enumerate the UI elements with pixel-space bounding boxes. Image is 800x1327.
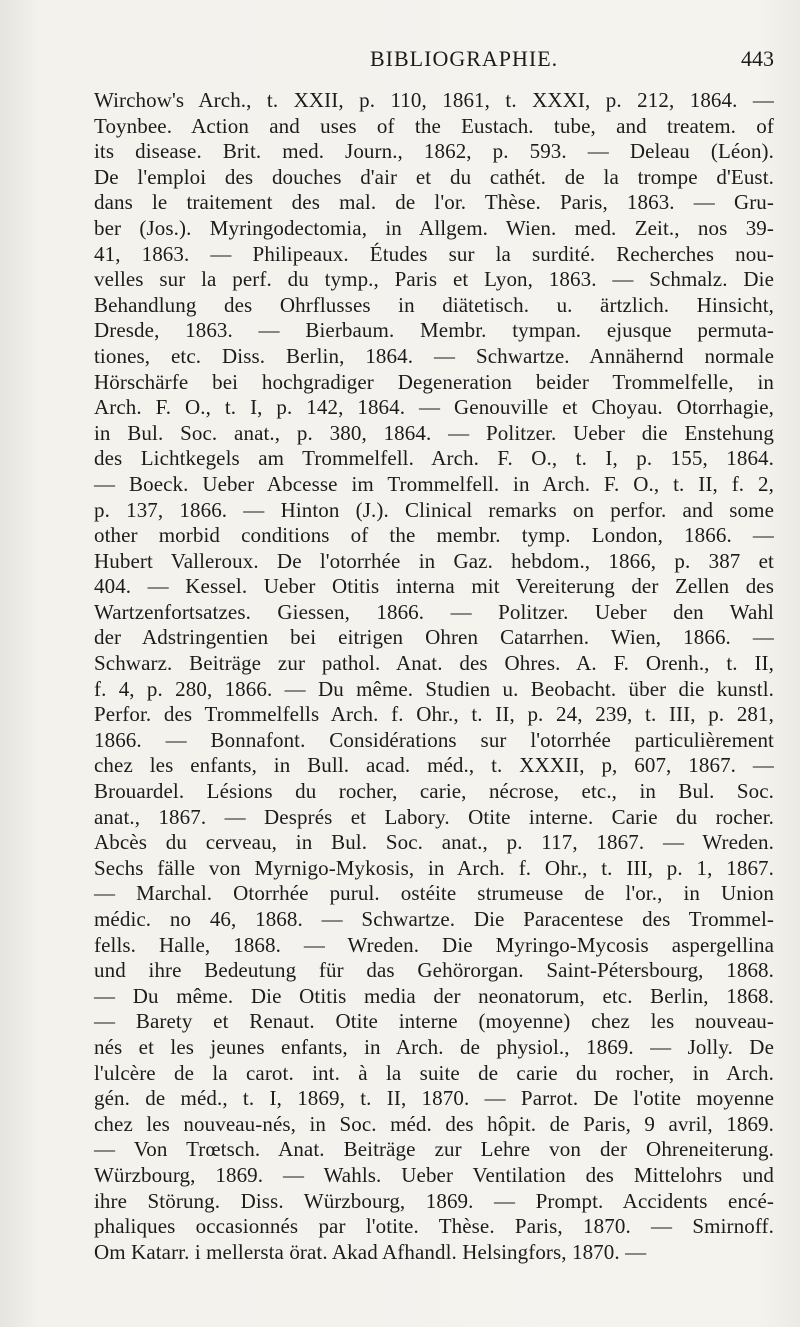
text-line: Behandlung des Ohrflusses in diätetisch. u. ärtzlich. Hinsicht, — [94, 292, 774, 317]
text-line: phaliques occasionnés par l'otite. Thèse. Paris, 1870. — Smirnoff. — [94, 1214, 774, 1239]
text-line: Perfor. des Trommelfells Arch. f. Ohr., t. II, p. 24, 239, t. III, p. 281, — [94, 702, 774, 727]
text-line: ihre Störung. Diss. Würzbourg, 1869. — Prompt. Accidents encé- — [94, 1188, 774, 1213]
bibliography-text — [94, 88, 774, 1265]
page-header — [94, 46, 774, 76]
text-line: Arch. F. O., t. I, p. 142, 1864. — Genouville et Choyau. Otorrhagie, — [94, 395, 774, 420]
page-number: 443 — [741, 46, 774, 71]
text-line: its disease. Brit. med. Journ., 1862, p. 593. — Deleau (Léon). — [94, 139, 774, 164]
text-line: chez les nouveau-nés, in Soc. méd. des hôpit. de Paris, 9 avril, 1869. — [94, 1111, 774, 1136]
text-line: 41, 1863. — Philipeaux. Études sur la surdité. Recherches nou- — [94, 241, 774, 266]
text-line: — Boeck. Ueber Abcesse im Trommelfell. in Arch. F. O., t. II, f. 2, — [94, 471, 774, 496]
running-title: BIBLIOGRAPHIE. — [370, 46, 559, 71]
text-line: Brouardel. Lésions du rocher, carie, nécrose, etc., in Bul. Soc. — [94, 779, 774, 804]
text-line: dans le traitement des mal. de l'or. Thèse. Paris, 1863. — Gru- — [94, 190, 774, 215]
text-line: — Marchal. Otorrhée purul. ostéite strumeuse de l'or., in Union — [94, 881, 774, 906]
text-line: Sechs fälle von Myrnigo-Mykosis, in Arch. f. Ohr., t. III, p. 1, 1867. — [94, 855, 774, 880]
text-line: velles sur la perf. du tymp., Paris et Lyon, 1863. — Schmalz. Die — [94, 267, 774, 292]
text-line: Schwarz. Beiträge zur pathol. Anat. des Ohres. A. F. Orenh., t. II, — [94, 651, 774, 676]
text-line: in Bul. Soc. anat., p. 380, 1864. — Politzer. Ueber die Enstehung — [94, 420, 774, 445]
text-line: l'ulcère de la carot. int. à la suite de carie du rocher, in Arch. — [94, 1060, 774, 1085]
text-line: Toynbee. Action and uses of the Eustach. tube, and treatem. of — [94, 113, 774, 138]
text-line: chez les enfants, in Bull. acad. méd., t. XXXII, p, 607, 1867. — — [94, 753, 774, 778]
text-line: Würzbourg, 1869. — Wahls. Ueber Ventilation des Mittelohrs und — [94, 1162, 774, 1187]
text-line: tiones, etc. Diss. Berlin, 1864. — Schwartze. Annähernd normale — [94, 343, 774, 368]
text-line: médic. no 46, 1868. — Schwartze. Die Paracentese des Trommel- — [94, 907, 774, 931]
text-line: 1866. — Bonnafont. Considérations sur l'otorrhée particulièrement — [94, 727, 774, 752]
text-line: Hubert Valleroux. De l'otorrhée in Gaz. hebdom., 1866, p. 387 et — [94, 548, 774, 573]
text-line: Hörschärfe bei hochgradiger Degeneration beider Trommelfelle, in — [94, 369, 774, 394]
text-line: fells. Halle, 1868. — Wreden. Die Myringo-Mycosis aspergellina — [94, 932, 774, 957]
text-line: Dresde, 1863. — Bierbaum. Membr. tympan. ejusque permuta- — [94, 318, 774, 343]
text-line: — Von Trœtsch. Anat. Beiträge zur Lehre von der Ohreneiterung. — [94, 1137, 774, 1162]
text-line: ber (Jos.). Myringodectomia, in Allgem. Wien. med. Zeit., nos 39- — [94, 215, 774, 240]
text-line: nés et les jeunes enfants, in Arch. de physiol., 1869. — Jolly. De — [94, 1034, 774, 1059]
text-line: des Lichtkegels am Trommelfell. Arch. F. O., t. I, p. 155, 1864. — [94, 446, 774, 471]
text-line: Om Katarr. i mellersta örat. Akad Afhandl. Helsingfors, 1870. — — [94, 1239, 647, 1264]
text-line: f. 4, p. 280, 1866. — Du même. Studien u. Beobacht. über die kunstl. — [94, 676, 774, 701]
text-line: 404. — Kessel. Ueber Otitis interna mit Vereiterung der Zellen des — [94, 574, 774, 599]
text-line: — Du même. Die Otitis media der neonatorum, etc. Berlin, 1868. — [94, 983, 774, 1008]
text-line: gén. de méd., t. I, 1869, t. II, 1870. — Parrot. De l'otite moyenne — [94, 1086, 774, 1111]
text-line: p. 137, 1866. — Hinton (J.). Clinical remarks on perfor. and some — [94, 497, 774, 522]
text-line: De l'emploi des douches d'air et du cathét. de la trompe d'Eust. — [94, 164, 774, 189]
text-line: anat., 1867. — Després et Labory. Otite interne. Carie du rocher. — [94, 804, 774, 829]
text-line: Abcès du cerveau, in Bul. Soc. anat., p. 117, 1867. — Wreden. — [94, 830, 774, 855]
text-line: Wirchow's Arch., t. XXII, p. 110, 1861, t. XXXI, p. 212, 1864. — — [94, 88, 774, 112]
text-line: und ihre Bedeutung für das Gehörorgan. Saint-Pétersbourg, 1868. — [94, 958, 774, 983]
text-line: der Adstringentien bei eitrigen Ohren Catarrhen. Wien, 1866. — — [94, 625, 774, 650]
text-line: — Barety et Renaut. Otite interne (moyenne) chez les nouveau- — [94, 1009, 774, 1034]
text-line: other morbid conditions of the membr. tymp. London, 1866. — — [94, 523, 774, 548]
text-line: Wartzenfortsatzes. Giessen, 1866. — Politzer. Ueber den Wahl — [94, 599, 774, 624]
